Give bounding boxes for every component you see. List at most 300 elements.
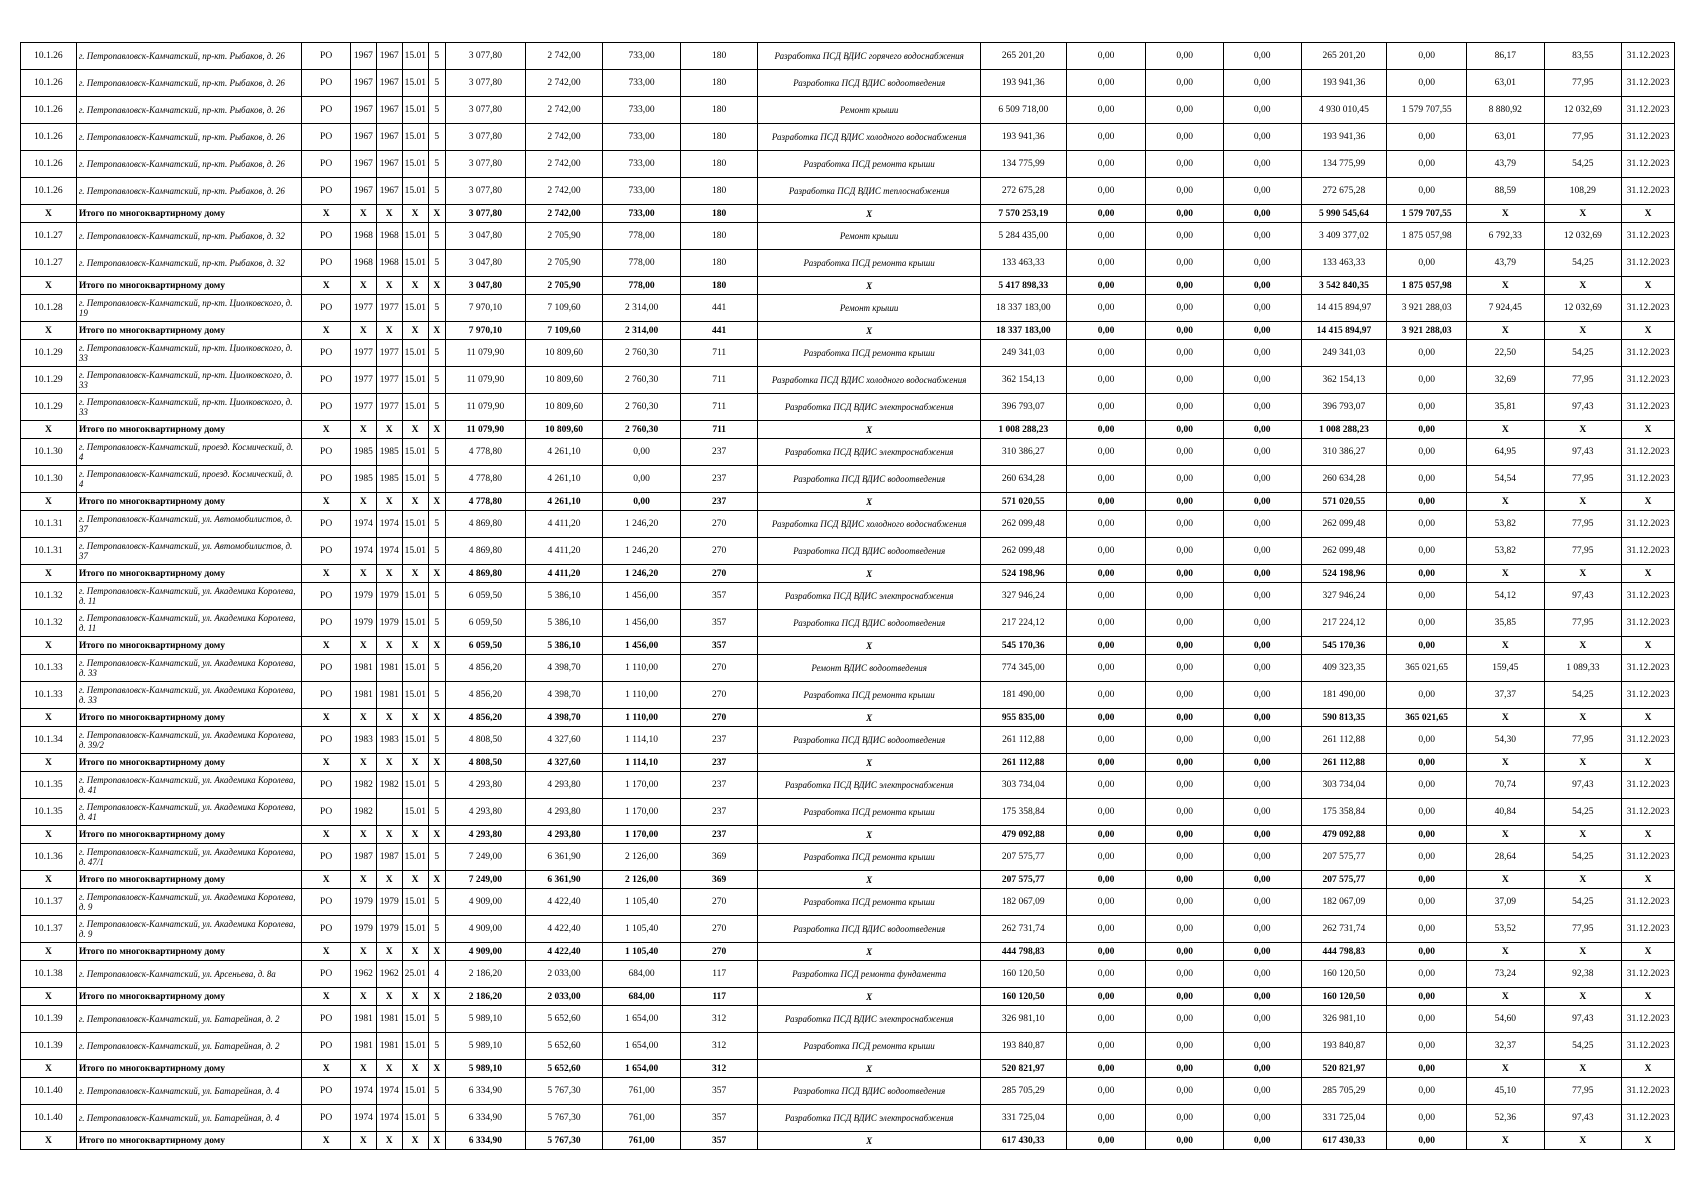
cell-address: г. Петропавловск-Камчатский, ул. Арсеньева, д. 8а: [76, 961, 301, 988]
cell-program-date: X: [402, 826, 428, 844]
cell-item-number: 10.1.27: [21, 223, 77, 250]
cell-federal-funds: 0,00: [1066, 754, 1146, 772]
cell-program-date: 15.01: [402, 1105, 428, 1132]
cell-item-number: 10.1.32: [21, 583, 77, 610]
cell-item-number: 10.1.40: [21, 1078, 77, 1105]
cell-address: г. Петропавловск-Камчатский, пр-кт. Рыбаков, д. 26: [76, 43, 301, 70]
cell-total-area: 3 077,80: [446, 70, 526, 97]
cell-municipal-funds: 0,00: [1223, 682, 1301, 709]
cell-federal-funds: 0,00: [1066, 1078, 1146, 1105]
cell-municipal-funds: 0,00: [1223, 1132, 1301, 1150]
cell-total-cost: 6 509 718,00: [980, 97, 1066, 124]
cell-residential-area: 5 767,30: [525, 1132, 603, 1150]
cell-residents: 237: [680, 754, 758, 772]
cell-residents: 270: [680, 655, 758, 682]
cell-address: Итого по многоквартирному дому: [76, 205, 301, 223]
cell-other-funds: 0,00: [1387, 70, 1467, 97]
cell-municipal-funds: 0,00: [1223, 97, 1301, 124]
cell-program-date: X: [402, 988, 428, 1006]
table-row: [21, 1006, 1675, 1033]
table-row: [21, 466, 1675, 493]
cell-item-number: 10.1.29: [21, 367, 77, 394]
cell-max-unit-cost: 77,95: [1544, 538, 1622, 565]
cell-residential-area: 2 742,00: [525, 70, 603, 97]
cell-max-unit-cost: X: [1544, 943, 1622, 961]
cell-residents: 357: [680, 1105, 758, 1132]
cell-federal-funds: 0,00: [1066, 250, 1146, 277]
cell-other-funds: 0,00: [1387, 799, 1467, 826]
cell-item-number: 10.1.35: [21, 772, 77, 799]
table-row: [21, 43, 1675, 70]
cell-build-year: 1967: [376, 124, 402, 151]
cell-build-year: 1977: [376, 340, 402, 367]
cell-max-unit-cost: 77,95: [1544, 511, 1622, 538]
cell-federal-funds: 0,00: [1066, 466, 1146, 493]
cell-common-area: 2 126,00: [603, 844, 681, 871]
cell-common-area: 1 110,00: [603, 655, 681, 682]
cell-municipal-funds: 0,00: [1223, 727, 1301, 754]
cell-total-area: 3 077,80: [446, 97, 526, 124]
cell-total-cost: 303 734,04: [980, 772, 1066, 799]
cell-residents: 357: [680, 583, 758, 610]
cell-owner-type: РО: [302, 223, 351, 250]
cell-residents: 711: [680, 340, 758, 367]
cell-unit-cost: X: [1466, 205, 1544, 223]
cell-address: г. Петропавловск-Камчатский, ул. Академика Королева, д. 41: [76, 772, 301, 799]
cell-residents: 270: [680, 916, 758, 943]
cell-work-type: Разработка ПСД ВДИС электроснабжения: [758, 1105, 980, 1132]
cell-residents: 270: [680, 511, 758, 538]
cell-residents: 180: [680, 70, 758, 97]
cell-owner-type: X: [302, 1060, 351, 1078]
cell-floors: 5: [428, 610, 446, 637]
cell-owner-type: X: [302, 205, 351, 223]
cell-regional-funds: 0,00: [1146, 1132, 1224, 1150]
total-row: [21, 421, 1675, 439]
cell-owner-funds: 249 341,03: [1301, 340, 1387, 367]
cell-regional-funds: 0,00: [1146, 322, 1224, 340]
cell-total-area: 4 869,80: [446, 565, 526, 583]
cell-commission-year: 1962: [350, 961, 376, 988]
cell-commission-year: X: [350, 943, 376, 961]
cell-federal-funds: 0,00: [1066, 772, 1146, 799]
cell-item-number: 10.1.26: [21, 97, 77, 124]
cell-federal-funds: 0,00: [1066, 340, 1146, 367]
cell-total-area: 4 293,80: [446, 772, 526, 799]
cell-commission-year: X: [350, 565, 376, 583]
cell-regional-funds: 0,00: [1146, 205, 1224, 223]
cell-deadline: 31.12.2023: [1622, 340, 1675, 367]
cell-item-number: 10.1.32: [21, 610, 77, 637]
cell-build-year: 1962: [376, 961, 402, 988]
cell-total-cost: 520 821,97: [980, 1060, 1066, 1078]
cell-federal-funds: 0,00: [1066, 97, 1146, 124]
cell-floors: 5: [428, 538, 446, 565]
cell-program-date: 15.01: [402, 223, 428, 250]
cell-unit-cost: X: [1466, 322, 1544, 340]
cell-build-year: 1979: [376, 610, 402, 637]
cell-address: г. Петропавловск-Камчатский, ул. Батарейная, д. 2: [76, 1033, 301, 1060]
cell-work-type: X: [758, 1060, 980, 1078]
cell-deadline: 31.12.2023: [1622, 466, 1675, 493]
cell-regional-funds: 0,00: [1146, 799, 1224, 826]
cell-deadline: X: [1622, 493, 1675, 511]
cell-owner-type: РО: [302, 295, 351, 322]
cell-residents: 180: [680, 250, 758, 277]
cell-owner-funds: 133 463,33: [1301, 250, 1387, 277]
cell-federal-funds: 0,00: [1066, 538, 1146, 565]
cell-owner-type: X: [302, 1132, 351, 1150]
cell-residential-area: 2 705,90: [525, 277, 603, 295]
cell-deadline: X: [1622, 205, 1675, 223]
cell-max-unit-cost: 54,25: [1544, 844, 1622, 871]
cell-federal-funds: 0,00: [1066, 655, 1146, 682]
cell-regional-funds: 0,00: [1146, 1006, 1224, 1033]
cell-deadline: 31.12.2023: [1622, 610, 1675, 637]
cell-other-funds: 0,00: [1387, 124, 1467, 151]
cell-other-funds: 0,00: [1387, 637, 1467, 655]
cell-common-area: 2 314,00: [603, 322, 681, 340]
cell-common-area: 1 246,20: [603, 565, 681, 583]
cell-residents: 180: [680, 277, 758, 295]
cell-regional-funds: 0,00: [1146, 988, 1224, 1006]
cell-federal-funds: 0,00: [1066, 439, 1146, 466]
cell-program-date: 15.01: [402, 43, 428, 70]
cell-commission-year: X: [350, 754, 376, 772]
cell-build-year: X: [376, 421, 402, 439]
cell-total-cost: 774 345,00: [980, 655, 1066, 682]
cell-max-unit-cost: 77,95: [1544, 124, 1622, 151]
cell-address: г. Петропавловск-Камчатский, ул. Академика Королева, д. 33: [76, 655, 301, 682]
cell-build-year: 1985: [376, 466, 402, 493]
cell-common-area: 1 456,00: [603, 637, 681, 655]
cell-build-year: 1979: [376, 583, 402, 610]
cell-regional-funds: 0,00: [1146, 277, 1224, 295]
cell-program-date: 15.01: [402, 511, 428, 538]
cell-federal-funds: 0,00: [1066, 295, 1146, 322]
cell-common-area: 0,00: [603, 439, 681, 466]
cell-federal-funds: 0,00: [1066, 277, 1146, 295]
cell-address: Итого по многоквартирному дому: [76, 1060, 301, 1078]
cell-floors: 5: [428, 1078, 446, 1105]
table-row: [21, 340, 1675, 367]
cell-owner-funds: 262 731,74: [1301, 916, 1387, 943]
cell-residents: 711: [680, 421, 758, 439]
cell-program-date: X: [402, 871, 428, 889]
cell-total-cost: 7 570 253,19: [980, 205, 1066, 223]
cell-work-type: Разработка ПСД ВДИС электроснабжения: [758, 394, 980, 421]
cell-regional-funds: 0,00: [1146, 637, 1224, 655]
cell-deadline: 31.12.2023: [1622, 727, 1675, 754]
cell-floors: 5: [428, 1006, 446, 1033]
cell-program-date: 15.01: [402, 439, 428, 466]
total-row: [21, 322, 1675, 340]
cell-residential-area: 2 033,00: [525, 988, 603, 1006]
cell-common-area: 1 654,00: [603, 1006, 681, 1033]
cell-regional-funds: 0,00: [1146, 367, 1224, 394]
cell-other-funds: 0,00: [1387, 178, 1467, 205]
cell-work-type: Разработка ПСД ВДИС водоотведения: [758, 727, 980, 754]
cell-municipal-funds: 0,00: [1223, 277, 1301, 295]
cell-federal-funds: 0,00: [1066, 889, 1146, 916]
cell-max-unit-cost: 1 089,33: [1544, 655, 1622, 682]
cell-program-date: 15.01: [402, 70, 428, 97]
cell-floors: 5: [428, 682, 446, 709]
cell-item-number: 10.1.33: [21, 655, 77, 682]
cell-work-type: X: [758, 754, 980, 772]
cell-municipal-funds: 0,00: [1223, 565, 1301, 583]
total-row: [21, 871, 1675, 889]
cell-deadline: 31.12.2023: [1622, 1006, 1675, 1033]
cell-item-number: 10.1.26: [21, 70, 77, 97]
cell-item-number: 10.1.29: [21, 340, 77, 367]
cell-total-cost: 249 341,03: [980, 340, 1066, 367]
cell-owner-type: X: [302, 871, 351, 889]
cell-total-cost: 5 284 435,00: [980, 223, 1066, 250]
cell-work-type: Разработка ПСД ВДИС холодного водоснабжения: [758, 367, 980, 394]
cell-total-area: 4 778,80: [446, 493, 526, 511]
cell-total-area: 3 047,80: [446, 277, 526, 295]
cell-regional-funds: 0,00: [1146, 772, 1224, 799]
cell-build-year: X: [376, 1060, 402, 1078]
cell-max-unit-cost: 54,25: [1544, 799, 1622, 826]
cell-total-area: 3 077,80: [446, 124, 526, 151]
cell-work-type: Разработка ПСД ремонта крыши: [758, 151, 980, 178]
cell-other-funds: 0,00: [1387, 421, 1467, 439]
cell-max-unit-cost: 54,25: [1544, 250, 1622, 277]
cell-work-type: X: [758, 565, 980, 583]
cell-unit-cost: X: [1466, 754, 1544, 772]
cell-residents: 312: [680, 1006, 758, 1033]
cell-owner-type: X: [302, 754, 351, 772]
table-row: [21, 124, 1675, 151]
cell-build-year: 1981: [376, 1033, 402, 1060]
cell-municipal-funds: 0,00: [1223, 511, 1301, 538]
cell-work-type: X: [758, 277, 980, 295]
cell-unit-cost: 22,50: [1466, 340, 1544, 367]
cell-regional-funds: 0,00: [1146, 178, 1224, 205]
cell-residents: 237: [680, 799, 758, 826]
cell-commission-year: X: [350, 421, 376, 439]
cell-max-unit-cost: X: [1544, 826, 1622, 844]
cell-total-area: 11 079,90: [446, 367, 526, 394]
cell-commission-year: 1979: [350, 889, 376, 916]
cell-build-year: X: [376, 637, 402, 655]
cell-address: Итого по многоквартирному дому: [76, 1132, 301, 1150]
cell-municipal-funds: 0,00: [1223, 799, 1301, 826]
cell-work-type: Разработка ПСД ВДИС водоотведения: [758, 70, 980, 97]
cell-unit-cost: 37,09: [1466, 889, 1544, 916]
cell-build-year: 1967: [376, 151, 402, 178]
cell-owner-type: РО: [302, 727, 351, 754]
cell-common-area: 1 110,00: [603, 682, 681, 709]
cell-residential-area: 4 422,40: [525, 916, 603, 943]
cell-program-date: X: [402, 754, 428, 772]
cell-total-cost: 181 490,00: [980, 682, 1066, 709]
cell-work-type: X: [758, 943, 980, 961]
cell-owner-type: РО: [302, 439, 351, 466]
cell-deadline: 31.12.2023: [1622, 682, 1675, 709]
cell-municipal-funds: 0,00: [1223, 961, 1301, 988]
cell-residential-area: 4 293,80: [525, 772, 603, 799]
cell-address: г. Петропавловск-Камчатский, ул. Академика Королева, д. 47/1: [76, 844, 301, 871]
cell-address: Итого по многоквартирному дому: [76, 988, 301, 1006]
cell-item-number: X: [21, 1132, 77, 1150]
cell-total-cost: 260 634,28: [980, 466, 1066, 493]
cell-commission-year: 1967: [350, 97, 376, 124]
cell-residential-area: 4 411,20: [525, 538, 603, 565]
cell-residents: 180: [680, 43, 758, 70]
cell-residents: 441: [680, 295, 758, 322]
cell-item-number: X: [21, 565, 77, 583]
cell-address: г. Петропавловск-Камчатский, пр-кт. Рыбаков, д. 26: [76, 70, 301, 97]
cell-municipal-funds: 0,00: [1223, 538, 1301, 565]
table-row: [21, 799, 1675, 826]
cell-common-area: 778,00: [603, 277, 681, 295]
cell-common-area: 733,00: [603, 124, 681, 151]
cell-federal-funds: 0,00: [1066, 943, 1146, 961]
cell-max-unit-cost: X: [1544, 565, 1622, 583]
cell-item-number: 10.1.27: [21, 250, 77, 277]
cell-floors: 5: [428, 655, 446, 682]
cell-address: г. Петропавловск-Камчатский, ул. Академика Королева, д. 39/2: [76, 727, 301, 754]
cell-commission-year: 1981: [350, 1006, 376, 1033]
cell-residents: 180: [680, 151, 758, 178]
cell-owner-type: РО: [302, 772, 351, 799]
cell-floors: 5: [428, 727, 446, 754]
cell-owner-funds: 4 930 010,45: [1301, 97, 1387, 124]
cell-municipal-funds: 0,00: [1223, 655, 1301, 682]
cell-residents: 237: [680, 466, 758, 493]
cell-floors: X: [428, 754, 446, 772]
cell-residents: 180: [680, 97, 758, 124]
cell-max-unit-cost: 97,43: [1544, 439, 1622, 466]
cell-federal-funds: 0,00: [1066, 871, 1146, 889]
cell-regional-funds: 0,00: [1146, 250, 1224, 277]
cell-owner-funds: 5 990 545,64: [1301, 205, 1387, 223]
cell-residential-area: 2 705,90: [525, 223, 603, 250]
cell-deadline: 31.12.2023: [1622, 250, 1675, 277]
cell-owner-type: X: [302, 565, 351, 583]
cell-program-date: 15.01: [402, 151, 428, 178]
cell-work-type: X: [758, 637, 980, 655]
table-row: [21, 367, 1675, 394]
cell-other-funds: 0,00: [1387, 583, 1467, 610]
cell-unit-cost: 43,79: [1466, 250, 1544, 277]
cell-program-date: 15.01: [402, 916, 428, 943]
cell-commission-year: 1979: [350, 916, 376, 943]
cell-owner-funds: 545 170,36: [1301, 637, 1387, 655]
cell-deadline: 31.12.2023: [1622, 70, 1675, 97]
cell-common-area: 733,00: [603, 43, 681, 70]
cell-deadline: 31.12.2023: [1622, 124, 1675, 151]
cell-commission-year: X: [350, 1060, 376, 1078]
cell-floors: 5: [428, 151, 446, 178]
cell-unit-cost: 43,79: [1466, 151, 1544, 178]
cell-max-unit-cost: X: [1544, 205, 1622, 223]
cell-unit-cost: X: [1466, 421, 1544, 439]
cell-unit-cost: 35,81: [1466, 394, 1544, 421]
cell-item-number: X: [21, 826, 77, 844]
cell-total-cost: 571 020,55: [980, 493, 1066, 511]
cell-floors: 5: [428, 97, 446, 124]
cell-commission-year: X: [350, 988, 376, 1006]
table-row: [21, 250, 1675, 277]
cell-total-cost: 331 725,04: [980, 1105, 1066, 1132]
cell-deadline: 31.12.2023: [1622, 844, 1675, 871]
cell-commission-year: X: [350, 322, 376, 340]
cell-regional-funds: 0,00: [1146, 754, 1224, 772]
cell-residential-area: 4 422,40: [525, 889, 603, 916]
cell-unit-cost: 40,84: [1466, 799, 1544, 826]
cell-common-area: 733,00: [603, 205, 681, 223]
cell-max-unit-cost: 77,95: [1544, 610, 1622, 637]
cell-item-number: X: [21, 871, 77, 889]
cell-federal-funds: 0,00: [1066, 682, 1146, 709]
cell-program-date: 15.01: [402, 295, 428, 322]
cell-residential-area: 2 705,90: [525, 250, 603, 277]
cell-residents: 237: [680, 493, 758, 511]
cell-program-date: X: [402, 943, 428, 961]
cell-program-date: 15.01: [402, 178, 428, 205]
cell-common-area: 761,00: [603, 1105, 681, 1132]
cell-common-area: 684,00: [603, 988, 681, 1006]
cell-commission-year: 1977: [350, 295, 376, 322]
cell-common-area: 761,00: [603, 1078, 681, 1105]
cell-other-funds: 0,00: [1387, 682, 1467, 709]
cell-municipal-funds: 0,00: [1223, 610, 1301, 637]
cell-owner-funds: 160 120,50: [1301, 988, 1387, 1006]
cell-deadline: X: [1622, 1132, 1675, 1150]
cell-municipal-funds: 0,00: [1223, 223, 1301, 250]
cell-build-year: 1981: [376, 1006, 402, 1033]
cell-max-unit-cost: 54,25: [1544, 889, 1622, 916]
table-row: [21, 178, 1675, 205]
cell-unit-cost: 73,24: [1466, 961, 1544, 988]
cell-total-area: 4 909,00: [446, 943, 526, 961]
cell-item-number: 10.1.33: [21, 682, 77, 709]
cell-residents: 117: [680, 988, 758, 1006]
cell-common-area: 1 654,00: [603, 1033, 681, 1060]
cell-owner-funds: 261 112,88: [1301, 727, 1387, 754]
cell-federal-funds: 0,00: [1066, 610, 1146, 637]
cell-common-area: 1 456,00: [603, 583, 681, 610]
cell-item-number: 10.1.31: [21, 511, 77, 538]
cell-total-cost: 18 337 183,00: [980, 295, 1066, 322]
cell-floors: 5: [428, 511, 446, 538]
cell-total-area: 2 186,20: [446, 988, 526, 1006]
cell-total-area: 4 808,50: [446, 727, 526, 754]
cell-item-number: 10.1.30: [21, 466, 77, 493]
cell-item-number: 10.1.37: [21, 889, 77, 916]
cell-work-type: Разработка ПСД ремонта крыши: [758, 250, 980, 277]
cell-build-year: 1987: [376, 844, 402, 871]
cell-floors: 5: [428, 250, 446, 277]
cell-residents: 237: [680, 826, 758, 844]
cell-floors: 5: [428, 340, 446, 367]
cell-floors: X: [428, 1060, 446, 1078]
cell-total-cost: 327 946,24: [980, 583, 1066, 610]
cell-owner-funds: 617 430,33: [1301, 1132, 1387, 1150]
cell-common-area: 2 760,30: [603, 394, 681, 421]
table-row: [21, 844, 1675, 871]
cell-residents: 180: [680, 223, 758, 250]
cell-regional-funds: 0,00: [1146, 70, 1224, 97]
cell-residential-area: 2 033,00: [525, 961, 603, 988]
cell-total-area: 6 059,50: [446, 583, 526, 610]
cell-commission-year: 1967: [350, 43, 376, 70]
cell-max-unit-cost: 77,95: [1544, 727, 1622, 754]
